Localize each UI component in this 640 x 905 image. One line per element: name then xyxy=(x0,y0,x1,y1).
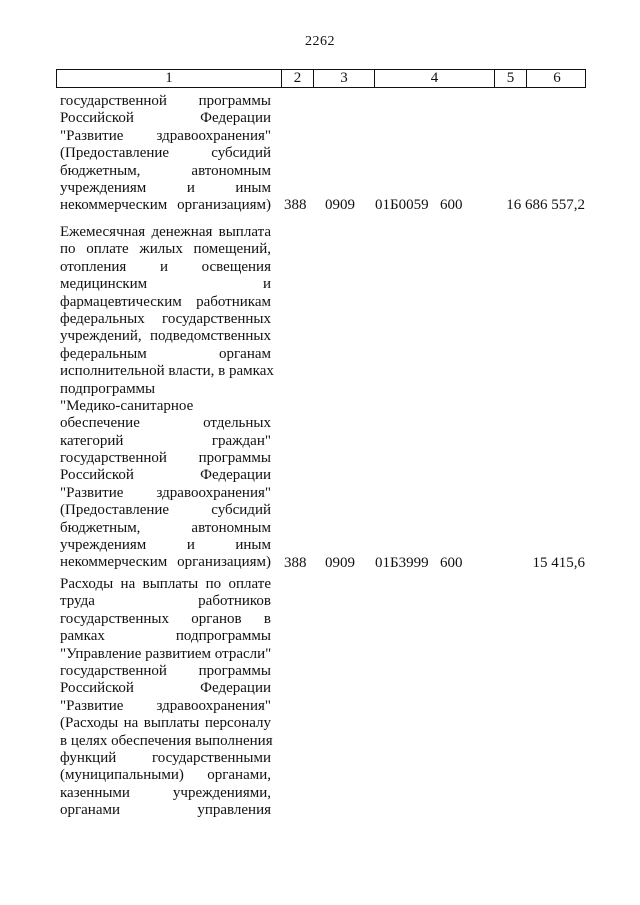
description-line: федеральным органам xyxy=(60,345,271,362)
description-line: казенными учреждениями, xyxy=(60,784,271,801)
description-line: некоммерческим организациям) xyxy=(60,197,271,214)
expense-type-code: 600 xyxy=(440,197,463,214)
amount-value: 16 686 557,2 xyxy=(506,197,585,214)
target-article-code: 01Б3999 xyxy=(375,554,429,571)
description-line: (Расходы на выплаты персоналу xyxy=(60,715,271,732)
description-line: исполнительной власти, в рамках xyxy=(60,363,274,380)
description-line: государственной программы xyxy=(60,662,271,679)
description-line: Российской Федерации xyxy=(60,110,271,127)
description-line: подпрограммы xyxy=(60,380,156,397)
description-line: некоммерческим организациям) xyxy=(60,554,271,571)
description-line: учреждениям и иным xyxy=(60,537,271,554)
header-col-5: 5 xyxy=(494,70,526,87)
header-col-3: 3 xyxy=(313,70,374,87)
section-code: 0909 xyxy=(325,197,355,214)
description-line: медицинским и xyxy=(60,276,271,293)
description-line: отопления и освещения xyxy=(60,258,271,275)
description-line: "Медико-санитарное xyxy=(60,397,194,414)
section-code: 0909 xyxy=(325,554,355,571)
header-col-4: 4 xyxy=(374,70,494,87)
expense-type-code: 600 xyxy=(440,554,463,571)
target-article-code: 01Б0059 xyxy=(375,197,429,214)
description-line: в целях обеспечения выполнения xyxy=(60,732,273,749)
description-line: "Развитие здравоохранения" xyxy=(60,484,271,501)
header-col-6: 6 xyxy=(526,70,587,87)
description-line: государственных органов в xyxy=(60,610,271,627)
description-line: федеральных государственных xyxy=(60,310,271,327)
description-line: фармацевтическим работникам xyxy=(60,293,271,310)
header-col-1: 1 xyxy=(165,70,173,86)
description-line: учреждений, подведомственных xyxy=(60,328,271,345)
description-line: функций государственными xyxy=(60,749,271,766)
description-line: (Предоставление субсидий xyxy=(60,502,271,519)
description-line: (Предоставление субсидий xyxy=(60,145,271,162)
description-line: "Развитие здравоохранения" xyxy=(60,127,271,144)
row-description xyxy=(60,93,271,215)
description-line: категорий граждан" xyxy=(60,432,271,449)
description-line: государственной программы xyxy=(60,450,271,467)
table-header-row xyxy=(56,69,586,88)
description-line: Ежемесячная денежная выплата xyxy=(60,224,271,240)
description-line: бюджетным, автономным xyxy=(60,162,271,179)
description-line: по оплате жилых помещений, xyxy=(60,241,271,258)
description-line: рамках подпрограммы xyxy=(60,628,271,645)
ministry-code: 388 xyxy=(284,554,307,571)
amount-value: 15 415,6 xyxy=(532,554,585,571)
description-line: бюджетным, автономным xyxy=(60,519,271,536)
page-number: 2262 xyxy=(305,34,335,49)
description-line: (муниципальными) органами, xyxy=(60,767,271,784)
description-line: "Развитие здравоохранения" xyxy=(60,697,271,714)
description-line: учреждениям и иным xyxy=(60,179,271,196)
description-line: Российской Федерации xyxy=(60,467,271,484)
header-col-2: 2 xyxy=(281,70,313,87)
description-line: "Управление развитием отрасли" xyxy=(60,645,272,662)
description-line: Российской Федерации xyxy=(60,680,271,697)
description-line: Расходы на выплаты по оплате xyxy=(60,576,271,592)
description-line: государственной программы xyxy=(60,93,271,109)
row-description xyxy=(60,576,271,819)
description-line: труда работников xyxy=(60,593,271,610)
description-line: органами управления xyxy=(60,802,271,819)
row-description xyxy=(60,224,274,572)
description-line: обеспечение отдельных xyxy=(60,415,271,432)
ministry-code: 388 xyxy=(284,197,307,214)
